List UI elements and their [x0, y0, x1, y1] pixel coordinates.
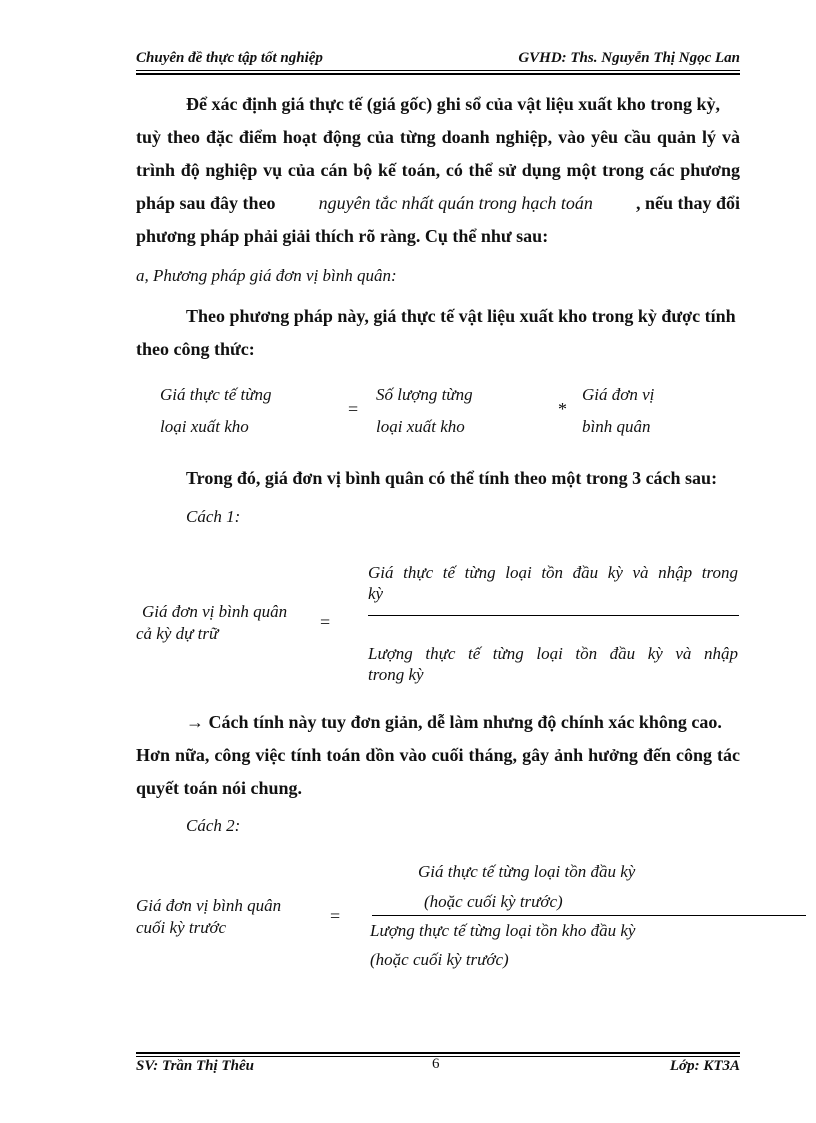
cach-2-denominator-1: Lượng thực tế từng loại tồn kho đầu kỳ	[370, 921, 636, 940]
header-left: Chuyên đề thực tập tốt nghiệp	[136, 50, 323, 66]
footer-rule-thick	[136, 1052, 740, 1054]
cach-2-equals: =	[330, 906, 341, 926]
cach-2-left-2: cuối kỳ trước	[136, 918, 227, 937]
cach-1-numerator-1: Giá thực tế từng loại tồn đầu kỳ và nhập trong	[368, 563, 738, 582]
cach-2-fraction-line	[372, 915, 806, 916]
cach-1-denominator-2: trong kỳ	[368, 665, 424, 684]
intro-line-5: phương pháp phải giải thích rõ ràng. Cụ thể như sau:	[136, 226, 549, 246]
header-rule-thick	[136, 73, 740, 75]
footer-left: SV: Trần Thị Thêu	[136, 1058, 254, 1074]
footer-right: Lớp: KT3A	[669, 1058, 740, 1074]
intro-line-4	[136, 187, 740, 220]
note-1-line-3: quyết toán nói chung.	[136, 778, 303, 798]
cach-1-left-2: cả kỳ dự trữ	[136, 624, 219, 643]
formula-mid-1: Số lượng từng	[376, 385, 473, 404]
formula-right-1: Giá đơn vị	[582, 385, 655, 404]
formula-left-1: Giá thực tế từng	[160, 385, 272, 404]
formula-right-2: bình quân	[582, 417, 651, 436]
formula-equals: =	[348, 399, 359, 419]
cach-1-left-1: Giá đơn vị bình quân	[142, 602, 288, 621]
cach-2-left-1: Giá đơn vị bình quân	[136, 896, 282, 915]
cach-1-numerator-2: kỳ	[368, 584, 384, 603]
cach-2-denominator-2: (hoặc cuối kỳ trước)	[370, 950, 509, 969]
intro-line-2: tuỳ theo đặc điểm hoạt động của từng doanh nghiệp, vào yêu cầu quản lý và	[136, 127, 740, 147]
formula-mid-2: loại xuất kho	[376, 417, 465, 436]
intro-line-3: trình độ nghiệp vụ của cán bộ kế toán, có thể sử dụng một trong các phương	[136, 160, 740, 180]
header-right: GVHD: Ths. Nguyễn Thị Ngọc Lan	[518, 50, 740, 66]
cach-2-numerator-2: (hoặc cuối kỳ trước)	[424, 892, 563, 911]
note-1-line-1: → Cách tính này tuy đơn giản, dễ làm nhưng độ chính xác không cao.	[186, 712, 722, 732]
cach-1-equals: =	[320, 612, 331, 632]
formula-left-2: loại xuất kho	[160, 417, 249, 436]
formula-times: *	[558, 399, 567, 419]
section-a-heading: a, Phương pháp giá đơn vị bình quân:	[136, 266, 397, 285]
cach-2-label: Cách 2:	[186, 816, 241, 835]
intro-line-1: Để xác định giá thực tế (giá gốc) ghi sổ của vật liệu xuất kho trong kỳ,	[186, 94, 720, 114]
cach-1-denominator-1: Lượng thực tế từng loại tồn đầu kỳ và nhập	[368, 644, 738, 663]
header-rule	[136, 70, 740, 71]
intro-line-4-pre: pháp sau đây theo	[136, 193, 276, 213]
cach-1-fraction-line	[368, 615, 739, 616]
intro-line-4-post: , nếu thay đổi	[635, 193, 740, 213]
cach-1-label: Cách 1:	[186, 507, 241, 526]
note-1-line-2: Hơn nữa, công việc tính toán dồn vào cuối tháng, gây ảnh hưởng đến công tác	[136, 745, 740, 765]
method-line-2: theo công thức:	[136, 339, 255, 359]
method-line-1: Theo phương pháp này, giá thực tế vật liệu xuất kho trong kỳ được tính	[186, 306, 736, 326]
page-number: 6	[432, 1056, 440, 1072]
cach-2-numerator-1: Giá thực tế từng loại tồn đầu kỳ	[418, 862, 636, 881]
methods-intro: Trong đó, giá đơn vị bình quân có thể tính theo một trong 3 cách sau:	[186, 468, 718, 488]
intro-line-4-emphasis: nguyên tắc nhất quán trong hạch toán	[318, 193, 593, 213]
